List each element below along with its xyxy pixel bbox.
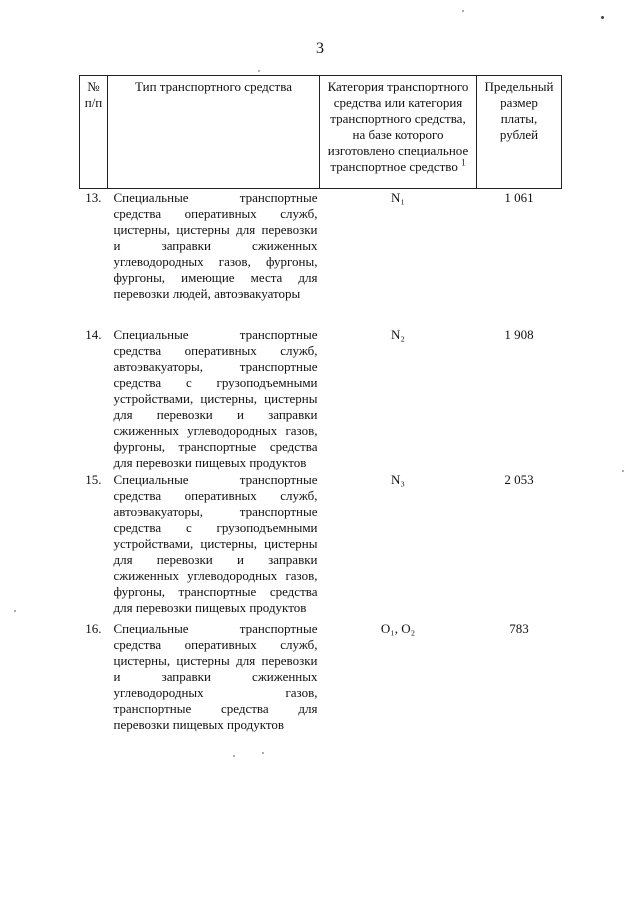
row-category: N₂ [391, 327, 405, 342]
header-max-fee: Предельный размер платы, рублей [477, 76, 562, 189]
row-vehicle-type: Специальные транспортные средства оперативных служб, цистерны, цистерны для перевозки и заправки сжиженных углеводородных газов, транспортные средства для перевозки пищевых продуктов [113, 621, 318, 732]
table-row [80, 621, 562, 733]
page-number: 3 [316, 40, 324, 57]
table-row [80, 189, 562, 328]
footnote-marker: 1 [461, 157, 466, 168]
scan-speck [601, 16, 604, 19]
header-number: № п/п [80, 76, 108, 189]
header-category [320, 76, 477, 189]
row-number: 16. [85, 621, 102, 636]
row-fee: 783 [509, 621, 529, 636]
row-fee: 1 061 [504, 190, 534, 205]
row-vehicle-type: Специальные транспортные средства оперативных служб, автоэвакуаторы, транспортные средства с грузоподъемными устройствами, цистерны, цистерны для перевозки и заправки сжиженных углеводородных газов, фургоны, транспортные средства для перевозки пищевых продуктов [113, 472, 318, 615]
row-vehicle-type: Специальные транспортные средства оперативных служб, цистерны, цистерны для перевозки и заправки сжиженных углеводородных газов, фургоны, фургоны, имеющие места для перевозки людей, автоэвакуаторы [113, 190, 318, 301]
table-row [80, 472, 562, 621]
row-category: O₁, O₂ [380, 621, 416, 636]
scan-speck [233, 755, 235, 757]
row-category: N₃ [391, 472, 405, 487]
scan-speck [462, 10, 464, 12]
row-category: N₁ [391, 190, 405, 205]
scan-speck [14, 610, 16, 612]
header-category-text: Категория транспортного средства или категория транспортного средства, на базе которого изготовлено специальное транспортное средство [327, 79, 469, 174]
scan-speck [258, 70, 260, 72]
scan-speck [622, 470, 624, 472]
header-vehicle-type: Тип транспортного средства [108, 76, 320, 189]
fee-table [79, 75, 562, 733]
row-number: 15. [85, 472, 102, 487]
row-fee: 1 908 [504, 327, 534, 342]
row-fee: 2 053 [504, 472, 534, 487]
table-header-row [80, 76, 562, 189]
scan-speck [262, 752, 264, 754]
table-row [80, 327, 562, 472]
row-number: 13. [85, 190, 102, 205]
row-number: 14. [85, 327, 102, 342]
row-vehicle-type: Специальные транспортные средства оперативных служб, автоэвакуаторы, транспортные средства с грузоподъемными устройствами, цистерны, цистерны для перевозки и заправки сжиженных углеводородных газов, фургоны, транспортные средства для перевозки пищевых продуктов [113, 327, 318, 470]
